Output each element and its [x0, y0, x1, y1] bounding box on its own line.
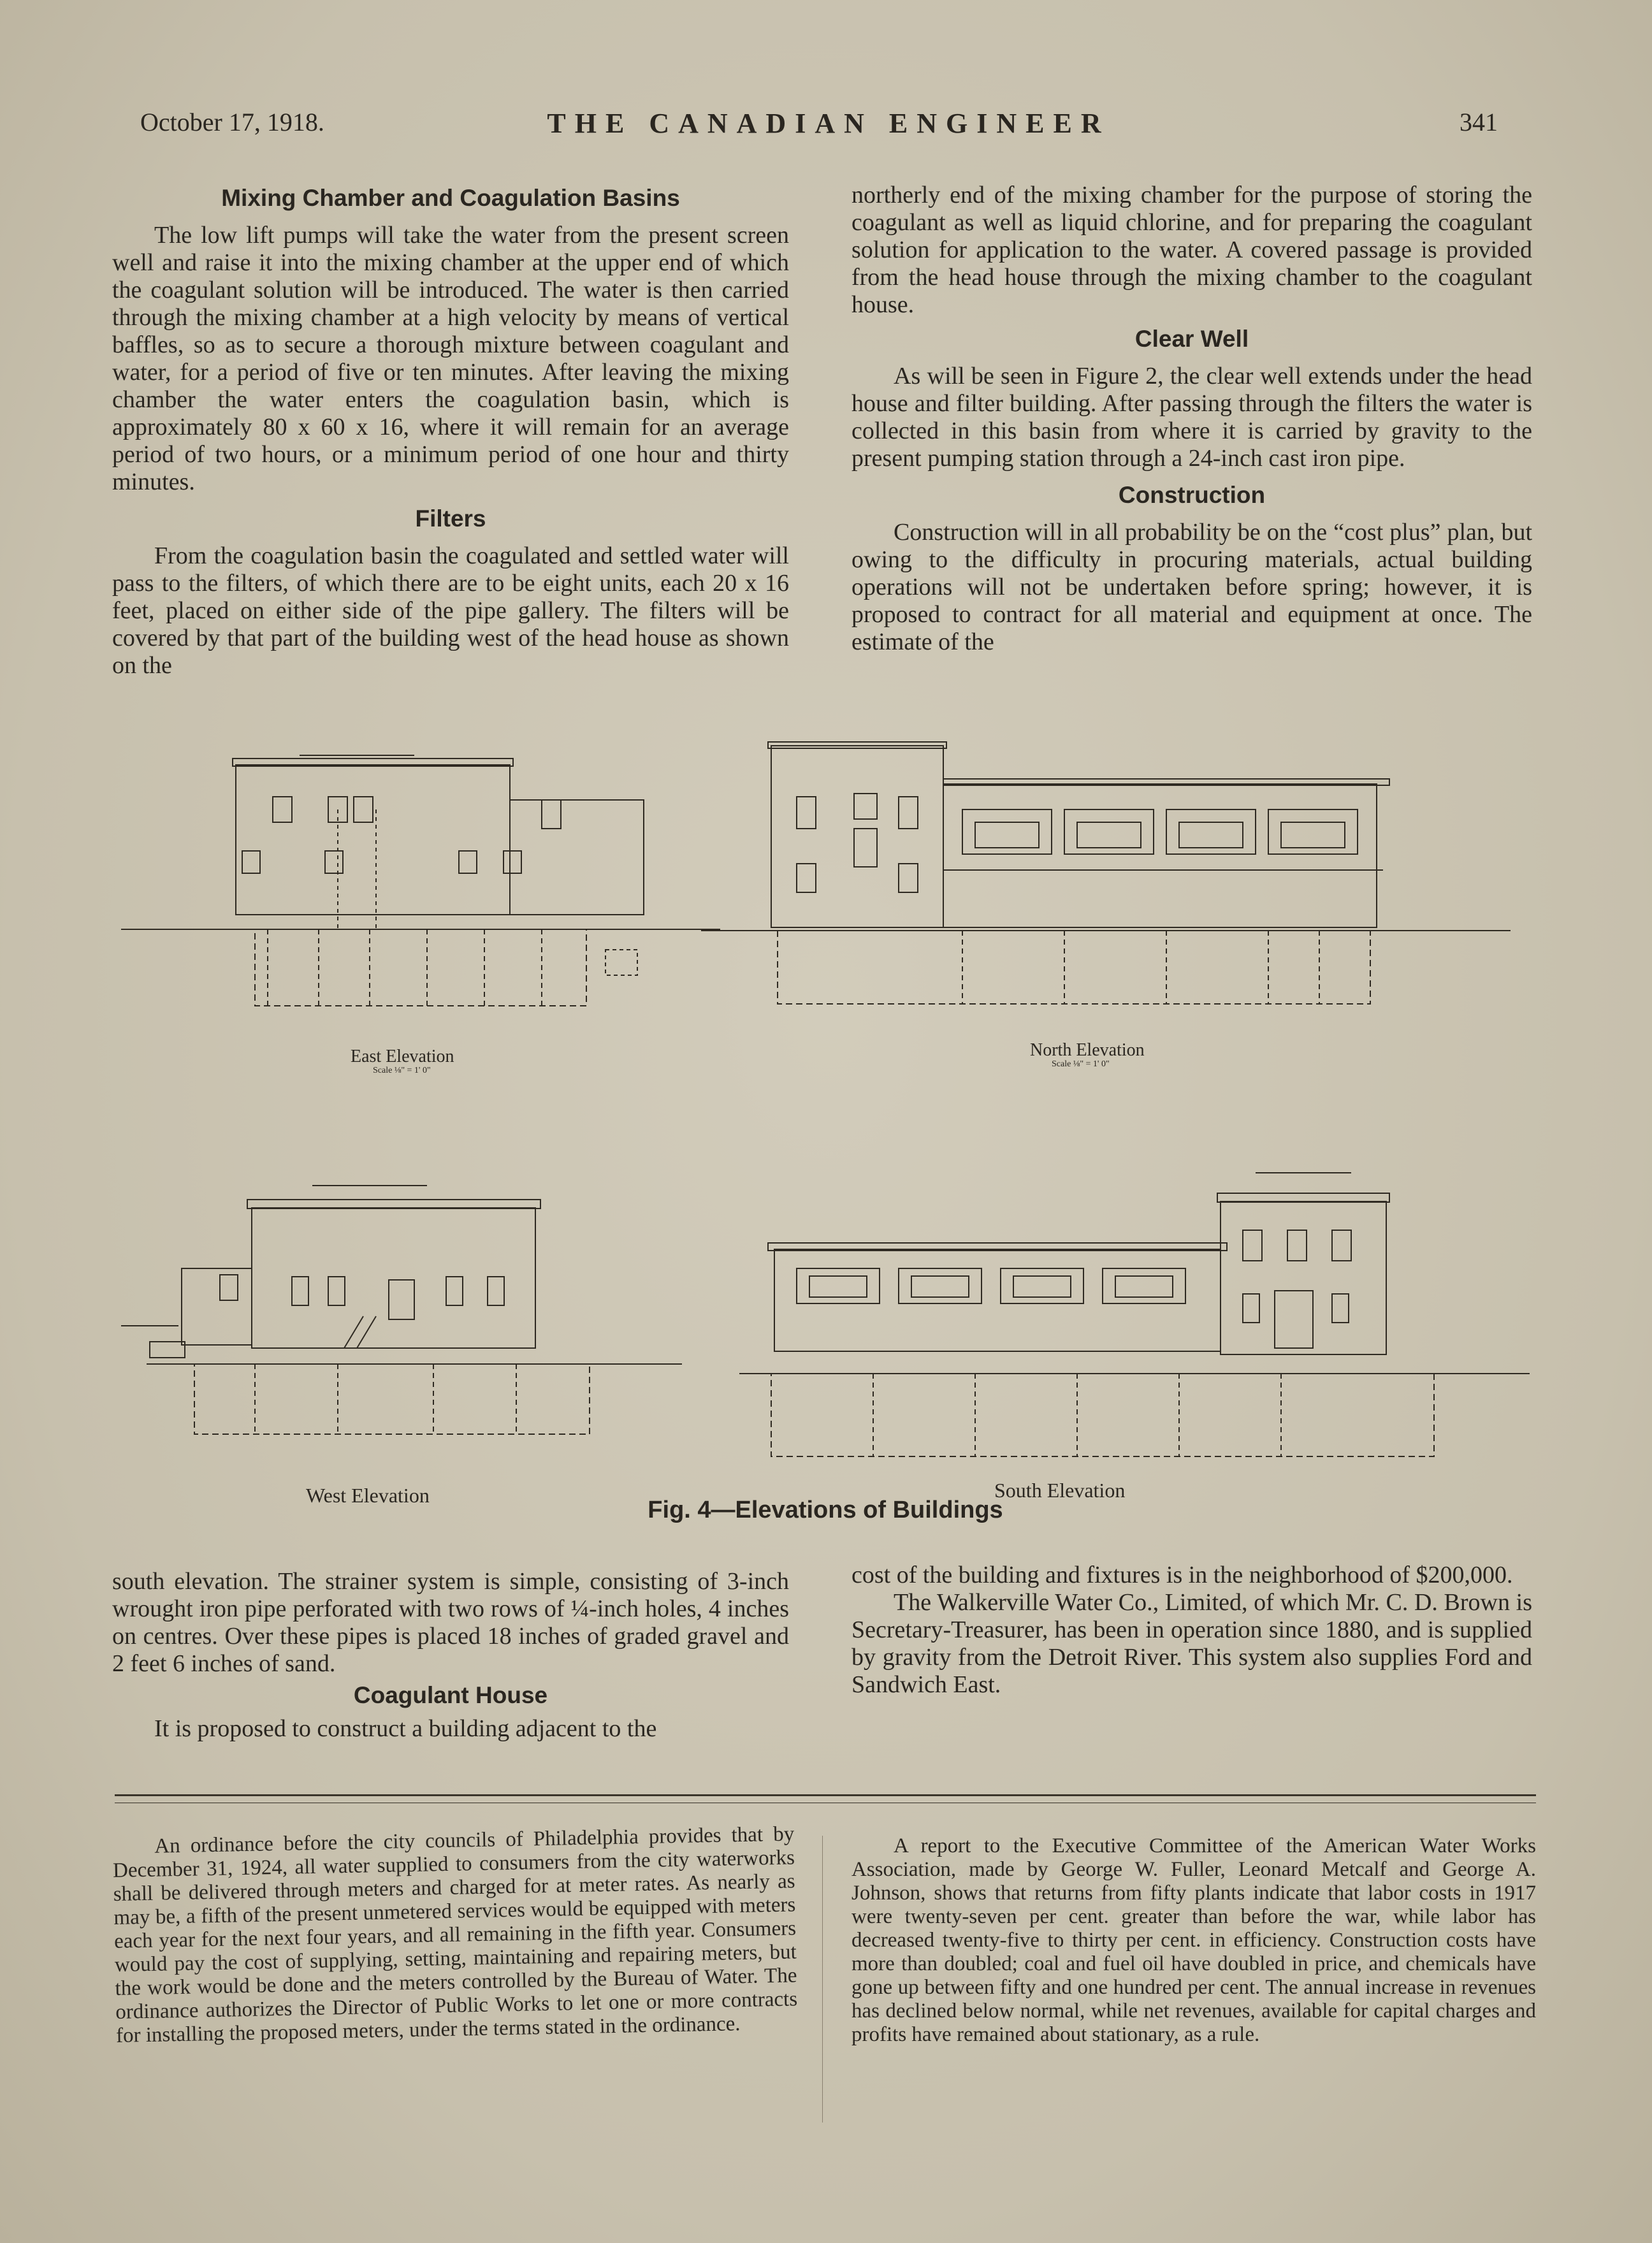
page-number: 341 — [1460, 108, 1498, 136]
column-left-bottom — [112, 1568, 789, 1743]
column-left-top — [112, 182, 789, 679]
issue-date: October 17, 1918. — [140, 108, 324, 136]
paragraph-filters-cont: south elevation. The strainer system is simple, consisting of 3-inch wrought iron pipe perforated with two rows of ¼-inch holes, 4 inches on centres. Over these pipes is placed 18 inches of graded gravel and 2 feet 6 inches of sand. — [112, 1568, 789, 1677]
label-west-elevation: West Elevation — [306, 1484, 430, 1507]
running-header — [134, 107, 1523, 145]
heading-filters: Filters — [415, 505, 486, 532]
note-philadelphia — [112, 1822, 798, 2047]
paragraph-estimate-cont: cost of the building and fixtures is in the neighborhood of $200,000. — [851, 1562, 1513, 1588]
heading-clear-well: Clear Well — [1134, 326, 1249, 352]
note-awwa-report — [851, 1834, 1536, 2047]
paragraph-construction: Construction will in all probability be on the “cost plus” plan, but owing to the difficulty in procuring materials, actual building operations will not be undertaken before spring; however, it is proposed to contract for all material and equipment at once. The estimate of the — [851, 519, 1532, 655]
figure-elevations — [108, 739, 1542, 1523]
paragraph-philadelphia: An ordinance before the city councils of Philadelphia provides that by December 31, 1924, all water supplied to consumers from the city waterworks shall be delivered through meters and charged for at meter rates. As nearly as may be, a fifth of the present unmetered services would be equipped with meters each year for the next four years, and all remaining in the fifth year. Consumers would pay the cost of supplying, setting, maintaining and repairing meters, but the work would be done and the meters controlled by the Bureau of Water. The ordinance authorizes the Director of Public Works to let one or more contracts for installing the proposed meters, under the terms stated in the ordinance. — [112, 1822, 798, 2047]
column-right-top — [851, 182, 1532, 656]
paragraph-awwa: A report to the Executive Committee of the American Water Works Association, made by George W. Fuller, Leonard Metcalf and George A. Johnson, shows that returns from fifty plants indicate that labor costs in 1917 were twenty-seven per cent. greater than before the war, while labor has decreased twenty-five to thirty per cent. in efficiency. Construction costs have more than doubled; coal and fuel oil have doubled in price, and chemicals have gone up between fifty and one hundred per cent. The annual increase in revenues has declined below normal, while net revenues, available for capital charges and profits have remained about stationary, as a rule. — [851, 1834, 1536, 2046]
scale-north-elevation: Scale ⅛" = 1' 0" — [1052, 1059, 1110, 1069]
column-separator — [822, 1836, 823, 2123]
label-north-elevation: North Elevation — [1030, 1040, 1145, 1060]
figure-caption: Fig. 4—Elevations of Buildings — [648, 1497, 1003, 1523]
east-elevation-drawing — [121, 755, 720, 1007]
south-elevation-drawing — [739, 1173, 1530, 1456]
section-rule-thick — [115, 1794, 1536, 1796]
paragraph-clear-well: As will be seen in Figure 2, the clear well extends under the head house and filter building. After passing through the filters the water is collected in this basin from where it is carried by gravity to the present pumping station through a 24-inch cast iron pipe. — [851, 363, 1532, 472]
paragraph-coagulant-house: It is proposed to construct a building adjacent to the — [154, 1715, 657, 1742]
west-elevation-drawing — [121, 1186, 682, 1434]
north-elevation-drawing — [701, 742, 1511, 1004]
heading-mixing: Mixing Chamber and Coagulation Basins — [221, 185, 680, 211]
paragraph-filters: From the coagulation basin the coagulated and settled water will pass to the filters, of which there are to be eight units, each 20 x 16 feet, placed on either side of the pipe gallery. The filters will be covered by that part of the building west of the head house as shown on the — [112, 542, 789, 679]
column-right-bottom — [851, 1562, 1532, 1699]
label-east-elevation: East Elevation — [351, 1047, 454, 1066]
paragraph-mixing: The low lift pumps will take the water from the present screen well and raise it into the mixing chamber at the upper end of which the coagulant solution will be introduced. The water is then carried through the mixing chamber at a high velocity by means of vertical baffles, so as to secure a thorough mixture between coagulant and water, for a period of five or ten minutes. After leaving the mixing chamber the water enters the coagulation basin, which is approximately 80 x 60 x 16, where it will remain for an average period of two hours, or a minimum period of one hour and thirty minutes. — [112, 222, 789, 495]
journal-title: THE CANADIAN ENGINEER — [547, 108, 1110, 139]
scale-east-elevation: Scale ⅛" = 1' 0" — [373, 1066, 431, 1075]
elevation-drawings — [108, 739, 1542, 1492]
paragraph-coagulant-cont: northerly end of the mixing chamber for the purpose of storing the coagulant as well as liquid chlorine, and for preparing the coagulant solution for application to the water. A covered passage is provided from the head house through the mixing chamber to the coagulant house. — [851, 182, 1532, 318]
heading-coagulant-house: Coagulant House — [353, 1682, 548, 1708]
label-south-elevation: South Elevation — [994, 1479, 1126, 1502]
heading-construction: Construction — [1118, 482, 1266, 508]
paragraph-walkerville: The Walkerville Water Co., Limited, of which Mr. C. D. Brown is Secretary-Treasurer, has been in operation since 1880, and is supplied by gravity from the Detroit River. This system also supplies Ford and Sandwich East. — [851, 1589, 1532, 1698]
